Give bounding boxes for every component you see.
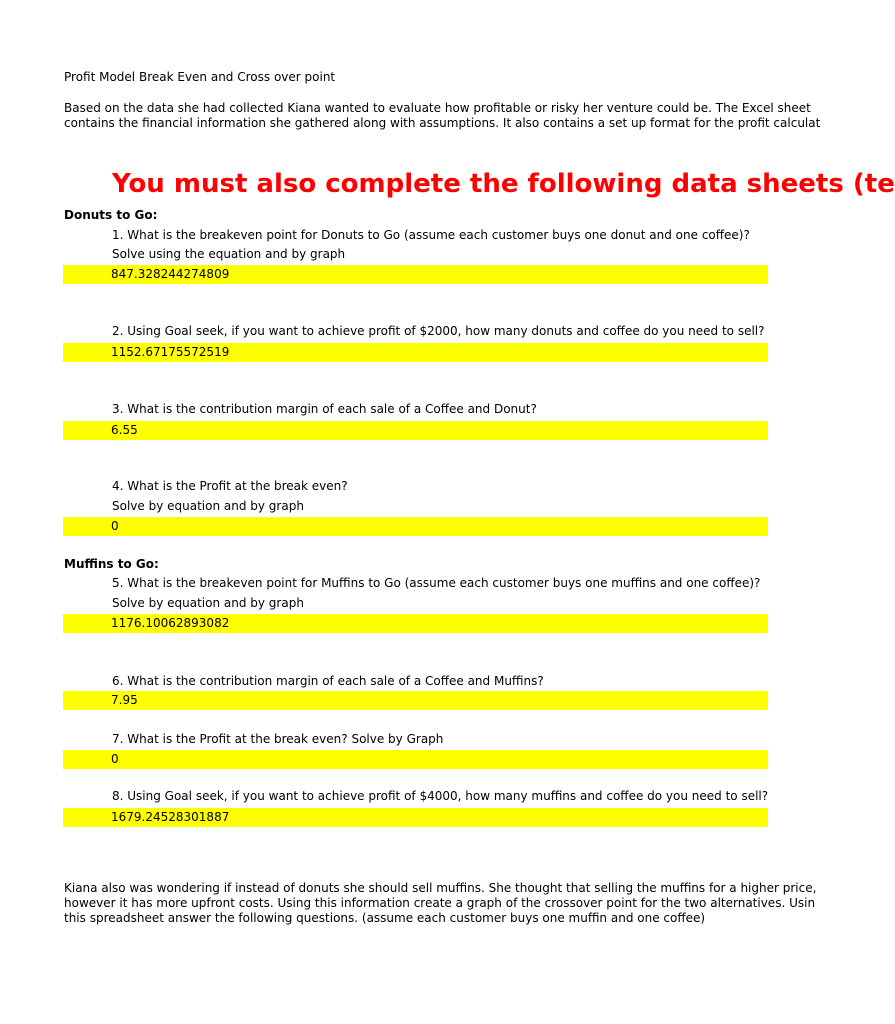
answer-cell-8[interactable] <box>63 808 768 827</box>
outro-line: however it has more upfront costs. Using this information create a graph of the crossover point for the two alternatives. Usin <box>64 896 816 910</box>
answer-value: 1176.10062893082 <box>111 616 230 630</box>
answer-value: 7.95 <box>111 693 138 707</box>
question-4-instruction: Solve by equation and by graph <box>112 499 304 513</box>
answer-value: 1679.24528301887 <box>111 810 230 824</box>
section-heading-muffins: Muffins to Go: <box>64 557 159 571</box>
intro-line: contains the financial information she gathered along with assumptions. It also contains a set up format for the profit calculat <box>64 116 821 130</box>
answer-cell-3[interactable] <box>63 421 768 440</box>
answer-value: 1152.67175572519 <box>111 345 230 359</box>
question-8: 8. Using Goal seek, if you want to achieve profit of $4000, how many muffins and coffee do you need to sell? <box>112 789 769 803</box>
answer-value: 6.55 <box>111 423 138 437</box>
intro-paragraph <box>64 101 820 131</box>
question-2: 2. Using Goal seek, if you want to achieve profit of $2000, how many donuts and coffee do you need to sell? <box>112 324 765 338</box>
answer-value: 0 <box>111 752 119 766</box>
answer-value: 0 <box>111 519 119 533</box>
section-heading-donuts: Donuts to Go: <box>64 208 158 222</box>
answer-cell-6[interactable] <box>63 691 768 710</box>
question-5: 5. What is the breakeven point for Muffins to Go (assume each customer buys one muffins and one coffee)? <box>112 576 761 590</box>
answer-cell-5[interactable] <box>63 614 768 633</box>
question-3: 3. What is the contribution margin of each sale of a Coffee and Donut? <box>112 402 537 416</box>
answer-value: 847.328244274809 <box>111 267 230 281</box>
question-4: 4. What is the Profit at the break even? <box>112 479 348 493</box>
document-title: Profit Model Break Even and Cross over point <box>64 70 336 84</box>
answer-cell-4[interactable] <box>63 517 768 536</box>
question-1-instruction: Solve using the equation and by graph <box>112 247 346 261</box>
question-5-instruction: Solve by equation and by graph <box>112 596 304 610</box>
intro-line: Based on the data she had collected Kiana wanted to evaluate how profitable or risky her venture could be. The Excel sheet <box>64 101 811 115</box>
outro-line: this spreadsheet answer the following questions. (assume each customer buys one muffin and one coffee) <box>64 911 706 925</box>
crossover-paragraph <box>64 881 816 926</box>
answer-cell-7[interactable] <box>63 750 768 769</box>
question-6: 6. What is the contribution margin of each sale of a Coffee and Muffins? <box>112 674 544 688</box>
answer-cell-2[interactable] <box>63 343 768 362</box>
instruction-banner: You must also complete the following data sheets (te <box>112 169 895 199</box>
question-1: 1. What is the breakeven point for Donuts to Go (assume each customer buys one donut and one coffee)? <box>112 228 750 242</box>
question-7: 7. What is the Profit at the break even? Solve by Graph <box>112 732 444 746</box>
outro-line: Kiana also was wondering if instead of donuts she should sell muffins. She thought that selling the muffins for a higher price, <box>64 881 817 895</box>
answer-cell-1[interactable] <box>63 265 768 284</box>
